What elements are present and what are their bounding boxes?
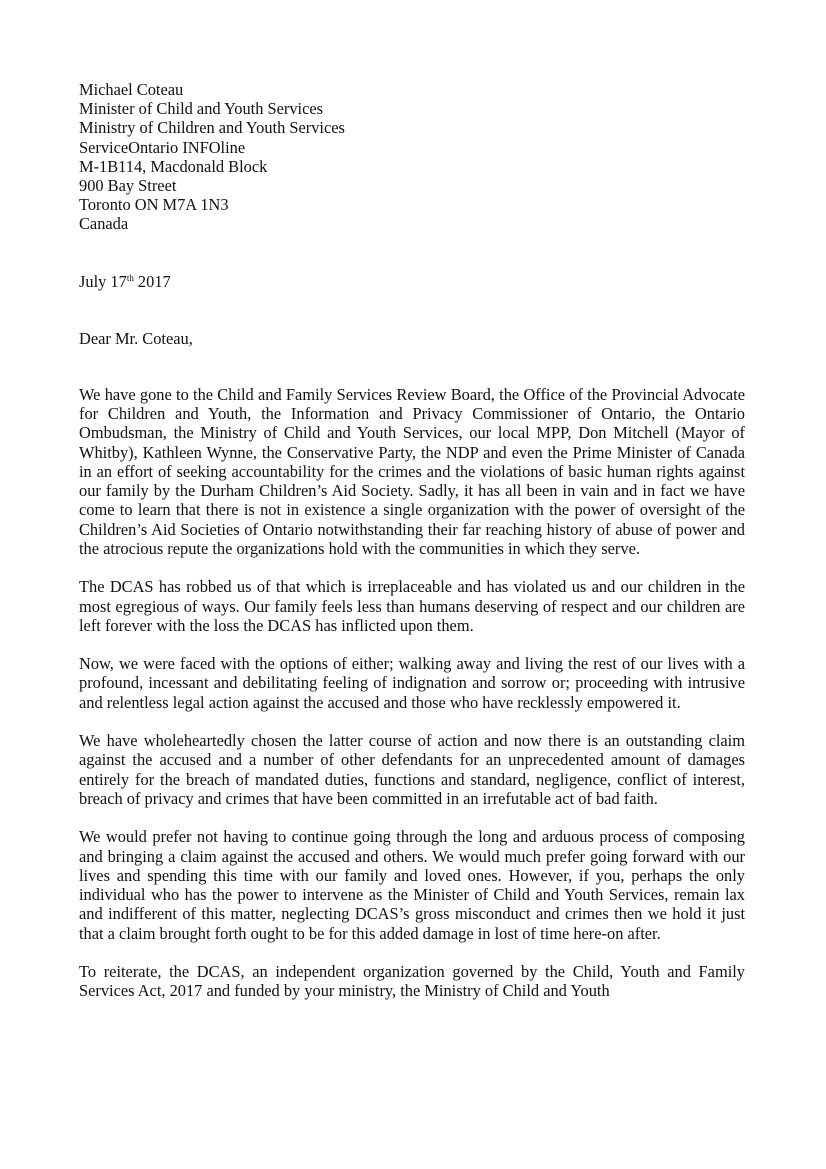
date-ordinal-suffix: th: [126, 272, 134, 283]
recipient-ministry: Ministry of Children and Youth Services: [79, 118, 345, 138]
letter-date: [79, 272, 745, 292]
recipient-name: Michael Coteau: [79, 80, 184, 99]
date-month-day: July 17: [79, 271, 127, 291]
recipient-city: Toronto ON M7A 1N3: [79, 195, 229, 215]
recipient-address: [79, 80, 745, 234]
recipient-title: Minister of Child and Youth Services: [79, 99, 324, 119]
paragraph-preference: We would prefer not having to continue going through the long and arduous process of composing and bringing a claim against the accused and others. We would much prefer going forward with our lives and spending this time with our family and loved ones. However, if you, perhaps the only individual who has the power to intervene as the Minister of Child and Youth Services, remain lax and indifferent of this matter, neglecting DCAS’s gross misconduct and crimes then we hold it just that a claim brought forth ought to be for this added damage in lost of time here-on after.: [79, 827, 745, 943]
recipient-service: ServiceOntario INFOline: [79, 137, 246, 157]
paragraph-reiterate: To reiterate, the DCAS, an independent organization governed by the Child, Youth and Family Services Act, 2017 and funded by your ministry, the Ministry of Child and Youth: [79, 962, 745, 1001]
paragraph-claim: We have wholeheartedly chosen the latter course of action and now there is an outstanding claim against the accused and a number of other defendants for an unprecedented amount of damages entirely for the breach of mandated duties, functions and standard, negligence, conflict of interest, breach of privacy and crimes that have been committed in an irrefutable act of bad faith.: [79, 731, 745, 808]
paragraph-options: Now, we were faced with the options of either; walking away and living the rest of our lives with a profound, incessant and debilitating feeling of indignation and sorrow or; proceeding with intrusive and relentless legal action against the accused and those who have recklessly empowered it.: [79, 654, 745, 712]
recipient-street: 900 Bay Street: [79, 176, 177, 196]
letter-page: [79, 80, 745, 1020]
paragraph-harm: The DCAS has robbed us of that which is irreplaceable and has violated us and our children in the most egregious of ways. Our family feels less than humans deserving of respect and our children are left forever with the loss the DCAS has inflicted upon them.: [79, 577, 745, 635]
date-year: 2017: [133, 271, 171, 291]
recipient-country: Canada: [79, 214, 129, 234]
letter-body: [79, 385, 745, 1001]
recipient-office: M-1B114, Macdonald Block: [79, 156, 268, 176]
paragraph-accountability: We have gone to the Child and Family Services Review Board, the Office of the Provincial Advocate for Children and Youth, the Information and Privacy Commissioner of Ontario, the Ontario Ombudsman, the Ministry of Child and Youth Services, our local MPP, Don Mitchell (Mayor of Whitby), Kathleen Wynne, the Conservative Party, the NDP and even the Prime Minister of Canada in an effort of seeking accountability for the crimes and the violations of basic human rights against our family by the Durham Children’s Aid Society. Sadly, it has all been in vain and in fact we have come to learn that there is not in existence a single organization with the power of oversight of the Children’s Aid Societies of Ontario notwithstanding their far reaching history of abuse of power and the atrocious repute the organizations hold with the communities in which they serve.: [79, 384, 745, 558]
salutation: Dear Mr. Coteau,: [79, 328, 193, 348]
